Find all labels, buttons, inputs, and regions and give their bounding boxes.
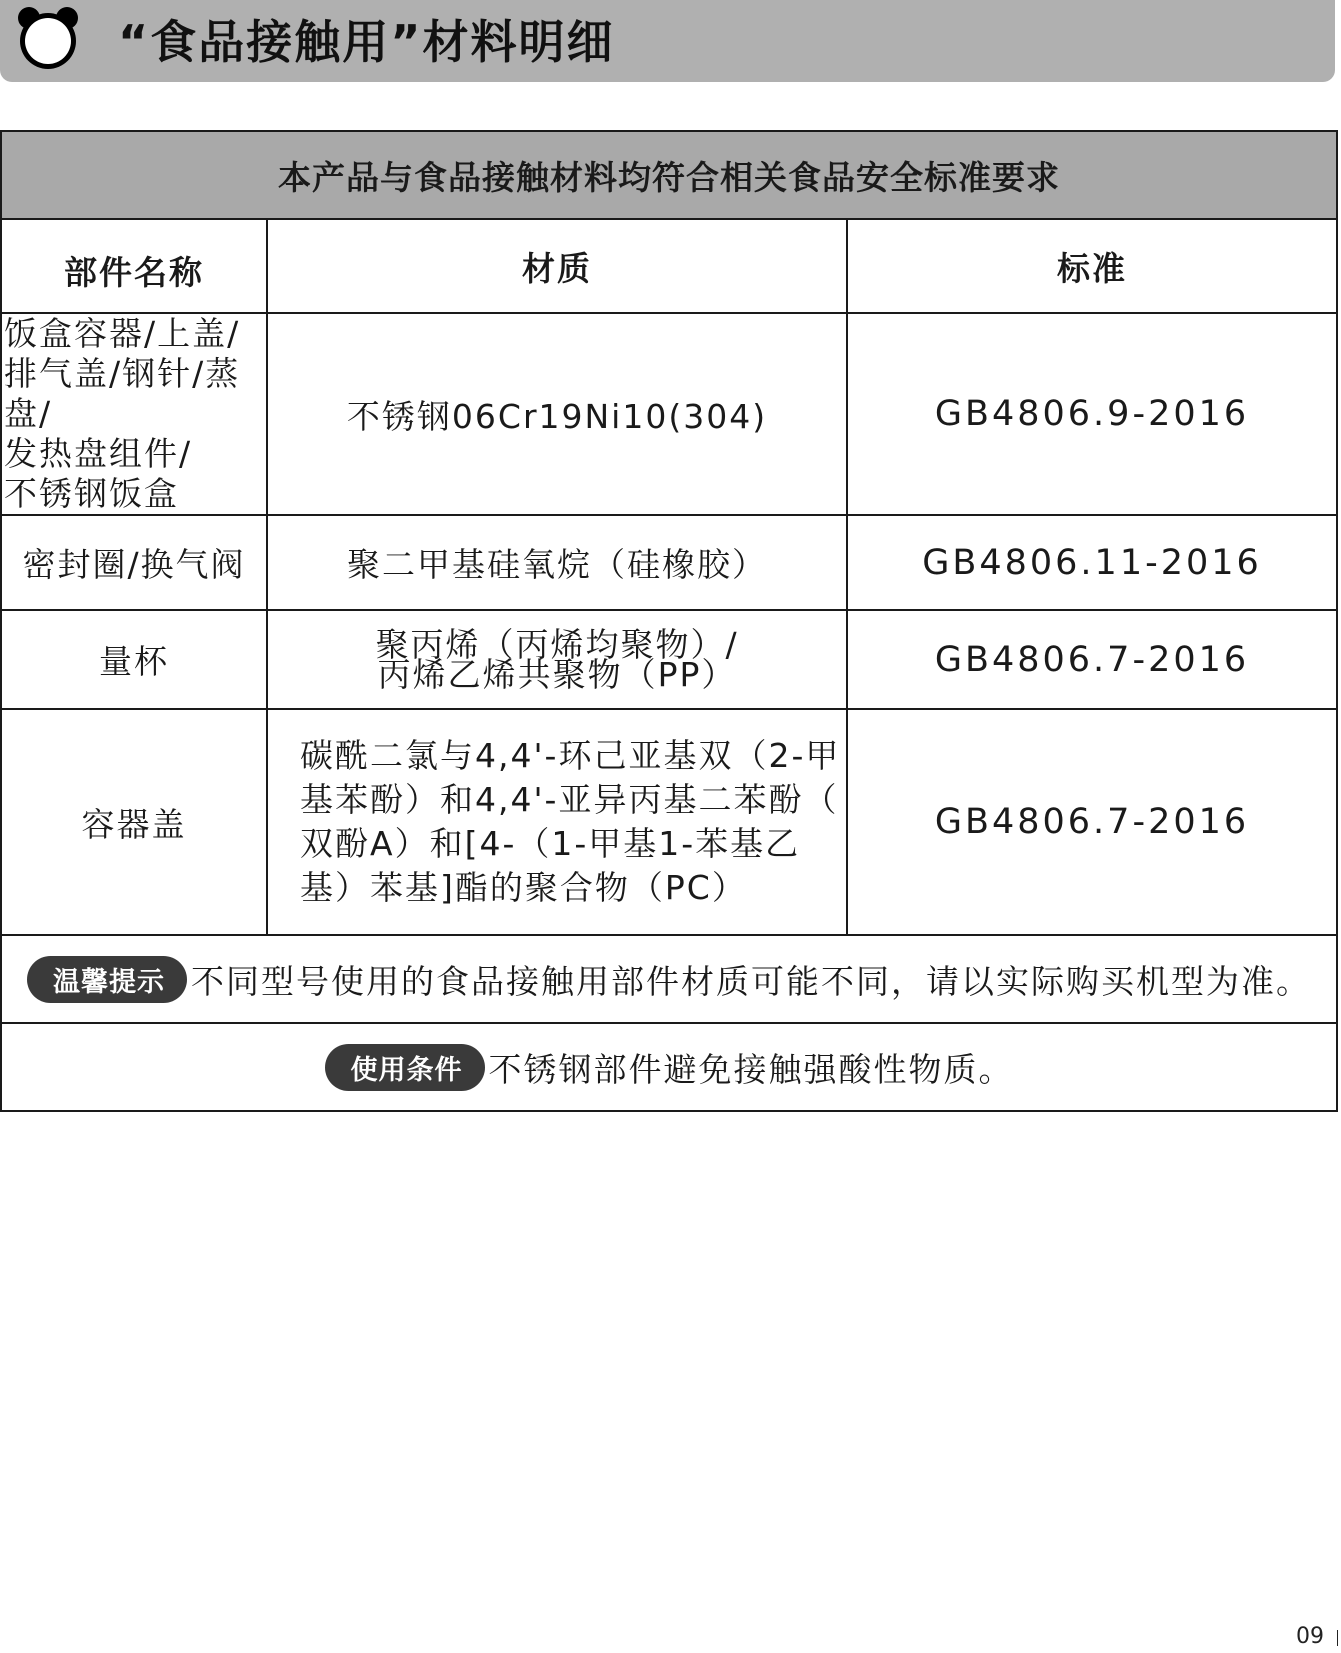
table-row bbox=[1, 313, 1337, 515]
material-line: 聚丙烯（丙烯均聚物）/ bbox=[375, 624, 739, 664]
page-number-divider bbox=[1337, 1630, 1338, 1646]
material-line: 丙烯乙烯共聚物（PP） bbox=[377, 654, 737, 694]
part-line: 不锈钢饭盒 bbox=[4, 474, 179, 513]
column-header-part: 部件名称 bbox=[1, 219, 267, 313]
part-line: 排气盖/钢针/蒸盘/ bbox=[4, 354, 241, 433]
part-cell bbox=[1, 313, 267, 515]
table-row bbox=[1, 515, 1337, 610]
material-line: 碳酰二氯与4,4'-环己亚基双（2-甲 bbox=[300, 736, 841, 775]
standard-cell: GB4806.7-2016 bbox=[847, 610, 1337, 709]
title-bar bbox=[0, 0, 1335, 82]
material-line: 基苯酚）和4,4'-亚异丙基二苯酚（ bbox=[300, 780, 839, 819]
material-cell bbox=[267, 610, 847, 709]
material-cell bbox=[267, 313, 847, 515]
tip-badge: 温馨提示 bbox=[27, 956, 187, 1003]
usage-condition-cell bbox=[1, 1023, 1337, 1111]
standard-cell: GB4806.11-2016 bbox=[847, 515, 1337, 610]
usage-condition-badge: 使用条件 bbox=[325, 1044, 485, 1091]
part-line: 发热盘组件/ bbox=[4, 434, 193, 473]
part-cell bbox=[1, 709, 267, 935]
part-cell bbox=[1, 515, 267, 610]
material-line: 聚二甲基硅氧烷（硅橡胶） bbox=[347, 545, 767, 584]
standard-cell: GB4806.7-2016 bbox=[847, 709, 1337, 935]
materials-table bbox=[0, 130, 1338, 1112]
standard-cell: GB4806.9-2016 bbox=[847, 313, 1337, 515]
bear-head-icon bbox=[14, 4, 82, 70]
usage-condition-row bbox=[1, 1023, 1337, 1111]
material-line: 双酚A）和[4-（1-甲基1-苯基乙 bbox=[300, 824, 801, 863]
material-cell bbox=[267, 515, 847, 610]
part-line: 密封圈/换气阀 bbox=[22, 545, 246, 584]
tip-row bbox=[1, 935, 1337, 1023]
table-row bbox=[1, 610, 1337, 709]
material-line: 不锈钢06Cr19Ni10(304) bbox=[346, 396, 768, 436]
material-line: 基）苯基]酯的聚合物（PC） bbox=[300, 868, 747, 907]
column-header-material: 材质 bbox=[267, 219, 847, 313]
usage-condition-text: 不锈钢部件避免接触强酸性物质。 bbox=[488, 1049, 1014, 1089]
tip-cell bbox=[1, 935, 1337, 1023]
table-banner: 本产品与食品接触材料均符合相关食品安全标准要求 bbox=[1, 131, 1337, 219]
part-line: 量杯 bbox=[99, 642, 169, 681]
column-header-standard: 标准 bbox=[847, 219, 1337, 313]
page-title: “食品接触用”材料明细 bbox=[118, 15, 615, 69]
table-row bbox=[1, 709, 1337, 935]
part-line: 饭盒容器/上盖/ bbox=[4, 314, 241, 353]
part-line: 容器盖 bbox=[81, 804, 187, 844]
page-number: 09 bbox=[1296, 1624, 1324, 1649]
part-cell bbox=[1, 610, 267, 709]
tip-text: 不同型号使用的食品接触用部件材质可能不同，请以实际购买机型为准。 bbox=[191, 961, 1311, 1001]
material-cell bbox=[267, 709, 847, 935]
